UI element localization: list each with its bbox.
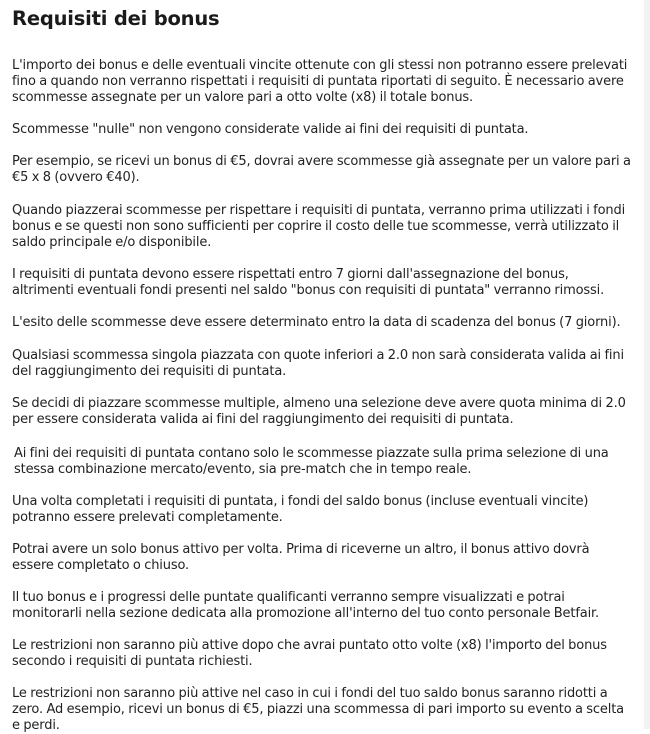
paragraph-multiple-odds: Se decidi di piazzare scommesse multiple, almeno una selezione deve avere quota minima di 2.0 per essere considerata valida ai fini del raggiungimento dei requisiti di puntata. [12, 396, 626, 427]
paragraph-example: Per esempio, se ricevi un bonus di €5, dovrai avere scommesse già assegnate per un valore pari a €5 x 8 (ovvero €40). [12, 154, 631, 185]
paragraph-wagering-intro: L'importo dei bonus e delle eventuali vincite ottenute con gli stessi non potranno essere prelevati fino a quando non verranno rispettati i requisiti di puntata riportati di seguito. È necessario avere scommesse assegnate per un valore pari a otto volte (x8) il totale bonus. [12, 58, 628, 105]
paragraph-withdrawal: Una volta completati i requisiti di puntata, i fondi del saldo bonus (incluse eventuali vincite) potranno essere prelevati completamente. [12, 494, 589, 525]
paragraph-single-odds: Qualsiasi scommessa singola piazzata con quote inferiori a 2.0 non sarà considerata valida ai fini del raggiungimento dei requisiti di puntata. [12, 348, 624, 379]
paragraph-funds-order: Quando piazzerai scommesse per rispettare i requisiti di puntata, verranno prima utilizzati i fondi bonus e se questi non sono sufficienti per coprire il costo delle tue scommesse, verrà utilizzato il saldo principale e/o disponibile. [12, 203, 626, 250]
paragraph-restrictions-zero: Le restrizioni non saranno più attive nel caso in cui i fondi del tuo saldo bonus saranno ridotti a zero. Ad esempio, ricevi un bonus di €5, piazzi una scommessa di pari importo su evento a scelta e perdi. [12, 686, 624, 733]
paragraph-one-bonus: Potrai avere un solo bonus attivo per volta. Prima di riceverne un altro, il bonus attivo dovrà essere completato o chiuso. [12, 542, 590, 573]
paragraph-void-bets: Scommesse "nulle" non vengono considerate valide ai fini dei requisiti di puntata. [12, 122, 529, 137]
paragraph-first-selection: Ai fini dei requisiti di puntata contano solo le scommesse piazzate sulla prima selezione di una stessa combinazione mercato/evento, sia pre-match che in tempo reale. [14, 446, 609, 477]
paragraph-progress: Il tuo bonus e i progressi delle puntate qualificanti verranno sempre visualizzati e potrai monitorarli nella sezione dedicata alla promozione all'interno del tuo conto personale Betfair. [12, 590, 600, 621]
paragraph-settlement: L'esito delle scommesse deve essere determinato entro la data di scadenza del bonus (7 giorni). [12, 315, 621, 330]
page-title: Requisiti dei bonus [12, 7, 220, 30]
paragraph-deadline: I requisiti di puntata devono essere rispettati entro 7 giorni dall'assegnazione del bonus, altrimenti eventuali fondi presenti nel saldo "bonus con requisiti di puntata" verranno rimossi. [12, 267, 605, 298]
paragraph-restrictions-wagered: Le restrizioni non saranno più attive dopo che avrai puntato otto volte (x8) l'importo del bonus secondo i requisiti di puntata richiesti. [12, 638, 607, 669]
